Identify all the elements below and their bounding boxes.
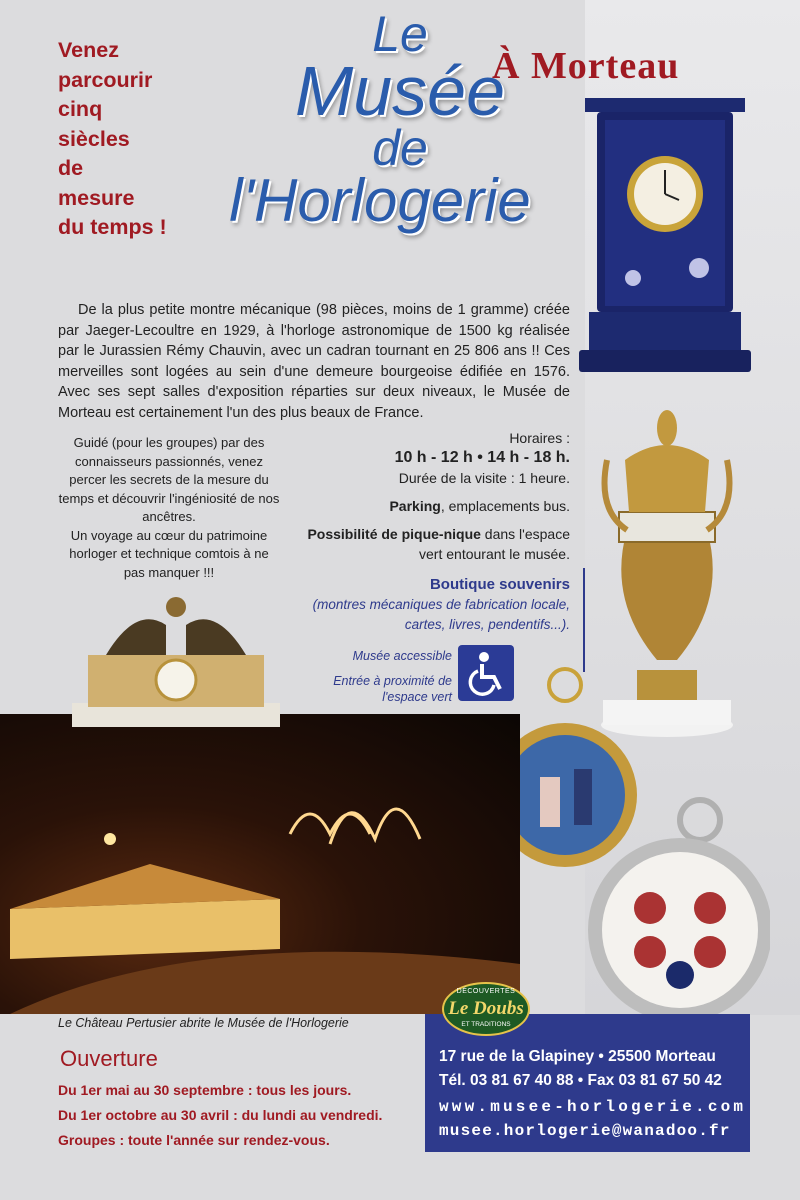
porcelain-clock-image [575, 92, 755, 384]
picnic-info [300, 524, 570, 564]
silver-pocket-watch-image [580, 790, 770, 1030]
wheelchair-symbol [458, 645, 514, 701]
phone-fax: Tél. 03 81 67 40 88 • Fax 03 81 67 50 42 [439, 1072, 722, 1089]
parking-info [300, 496, 570, 516]
logo-name: Le Doubs [448, 998, 524, 1019]
website-link[interactable]: www.musee-horlogerie.com [439, 1098, 747, 1116]
souvenir-shop [300, 574, 570, 635]
wheelchair-icon [458, 645, 514, 701]
title-line-4: l'Horlogerie [229, 167, 531, 234]
opening-hours: 10 h - 12 h • 14 h - 18 h. [394, 449, 570, 466]
visit-duration: Durée de la visite : 1 heure. [398, 470, 570, 486]
tagline-line: Venez [58, 38, 119, 62]
guide-paragraph-2: Un voyage au cœur du patrimoine horloger et technique comtois à ne pas manquer !!! [69, 527, 269, 580]
photo-caption: Le Château Pertusier abrite le Musée de l'Horlogerie [58, 1016, 349, 1030]
shop-description: (montres mécaniques de fabrication locale, cartes, livres, pendentifs...). [312, 597, 570, 632]
chateau-night-photo [0, 714, 520, 1014]
picnic-detail: dans l'espace vert entourant le musée. [419, 526, 570, 562]
title-line-1: Le [372, 6, 428, 62]
doubs-logo [442, 982, 530, 1036]
tagline-line: parcourir [58, 67, 153, 92]
intro-paragraph: De la plus petite montre mécanique (98 pièces, moins de 1 gramme) créée par Jaeger-Lecoultre en 1929, à l'horloge astronomique de 1500 kg réalisée par le Jurassien Rémy Chauvin, avec un cadran tournant en 25 806 ans !! Ces merveilles sont logées au sein d'une demeure bourgeoise édifiée en 1576. Avec ses sept salles d'exposition réparties sur deux niveaux, le Musée de Morteau est certainement l'un des plus beaux de France. [58, 302, 570, 421]
hours-label: Horaires : [509, 430, 570, 446]
opening-title: Ouverture [60, 1046, 158, 1071]
title-line-3: de [372, 120, 428, 176]
divider-line [583, 568, 585, 672]
email-link[interactable]: musee.horlogerie@wanadoo.fr [439, 1122, 731, 1140]
accessibility-entrance-text: Entrée à proximité de l'espace vert [333, 674, 452, 704]
tagline-line: mesure [58, 185, 135, 210]
page-title [229, 6, 550, 234]
tagline-line: du temps ! [58, 215, 167, 239]
logo-bottom-text: ET TRADITIONS [461, 1021, 511, 1028]
tagline-line: cinq [58, 97, 103, 121]
logo-top-text: DÉCOUVERTES [456, 988, 516, 995]
intro-text [58, 300, 570, 423]
picnic-label: Possibilité de pique-nique [307, 526, 481, 542]
opening-line: Du 1er octobre au 30 avril : du lundi au vendredi. [58, 1107, 383, 1123]
address: 17 rue de la Glapiney • 25500 Morteau [439, 1048, 716, 1065]
title-line-2: Musée [294, 52, 506, 130]
tagline-line: de [58, 156, 84, 180]
practical-info [300, 428, 570, 564]
shop-title: Boutique souvenirs [429, 576, 570, 593]
tagline-line: siècles [58, 126, 130, 151]
chateau-illustration [0, 714, 520, 1014]
guide-paragraph-1: Guidé (pour les groupes) par des connaisseurs passionnés, venez percer les secrets de la mesure du temps et découvrir l'ingéniosité de nos ancêtres. [58, 435, 280, 524]
gilded-mantel-clock-image [66, 585, 286, 745]
city-heading: À Morteau [492, 45, 680, 87]
opening-line: Groupes : toute l'année sur rendez-vous. [58, 1132, 330, 1148]
parking-detail: , emplacements bus. [440, 498, 570, 514]
guide-text [58, 434, 280, 582]
opening-periods [58, 1078, 382, 1153]
accessibility-text: Musée accessible [352, 649, 452, 663]
parking-label: Parking [389, 498, 441, 514]
opening-line: Du 1er mai au 30 septembre : tous les jours. [58, 1082, 352, 1098]
